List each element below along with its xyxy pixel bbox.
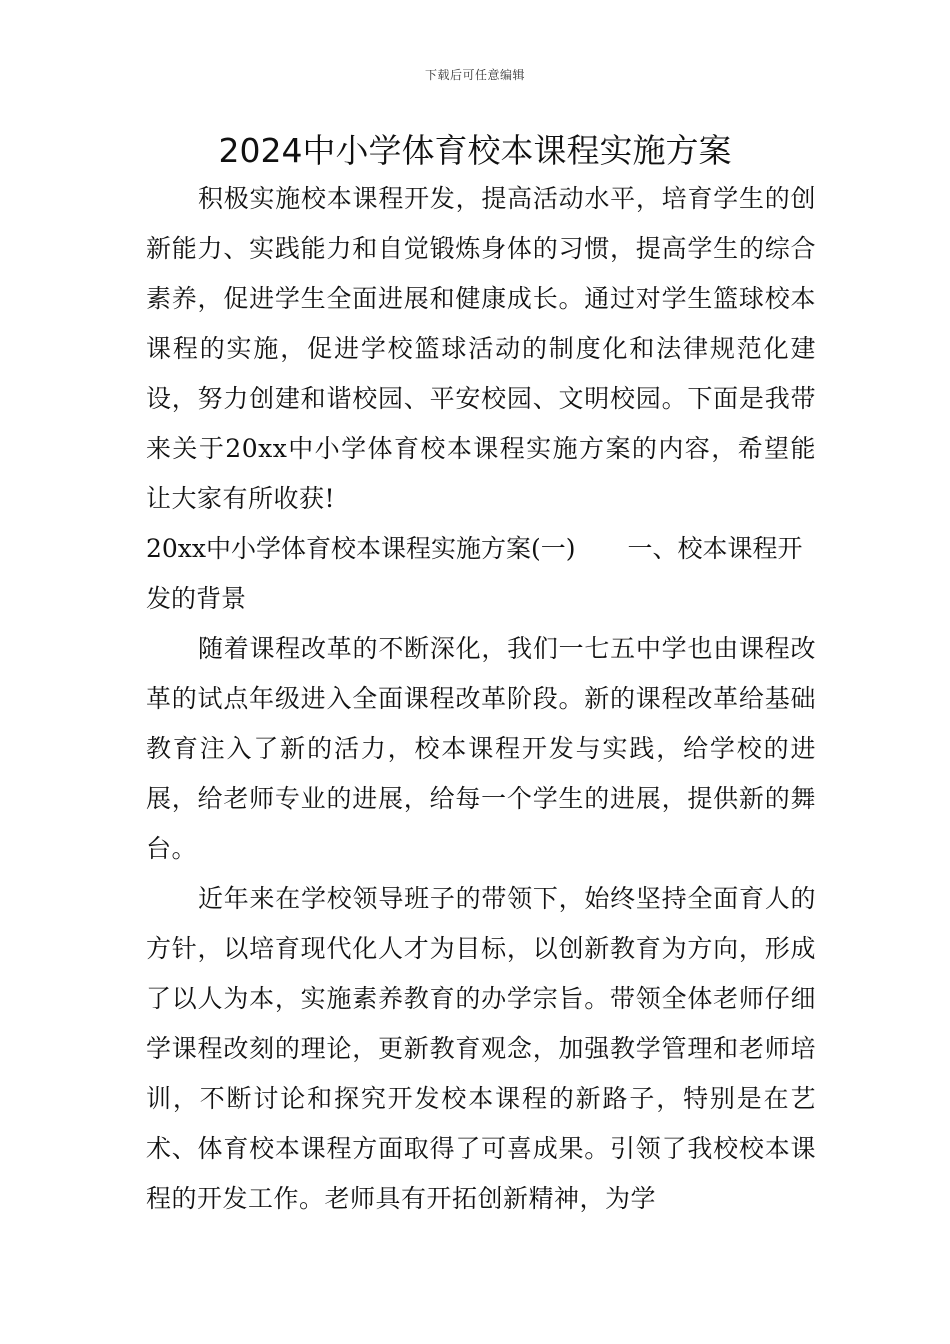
background-paragraph: 随着课程改革的不断深化，我们一七五中学也由课程改革的试点年级进入全面课程改革阶段。新的课程改革给基础教育注入了新的活力，校本课程开发与实践，给学校的进展，给老师专业的进展，给每一个学生的进展，提供新的舞台。	[146, 634, 816, 863]
subsection-title: 一、校本课程开发的背景	[146, 534, 803, 613]
document-body	[146, 174, 816, 1224]
school-paragraph: 近年来在学校领导班子的带领下，始终坚持全面育人的方针，以培育现代化人才为目标，以创新教育为方向，形成了以人为本，实施素养教育的办学宗旨。带领全体老师仔细学课程改刻的理论，更新教育观念，加强教学管理和老师培训，不断讨论和探究开发校本课程的新路子，特别是在艺术、体育校本课程方面取得了可喜成果。引领了我校校本课程的开发工作。老师具有开拓创新精神，为学	[146, 884, 816, 1213]
document-title: 2024中小学体育校本课程实施方案	[218, 131, 732, 170]
section-heading	[146, 524, 816, 624]
intro-paragraph: 积极实施校本课程开发，提高活动水平，培育学生的创新能力、实践能力和自觉锻炼身体的习惯，提高学生的综合素养，促进学生全面进展和健康成长。通过对学生篮球校本课程的实施，促进学校篮球活动的制度化和法律规范化建设，努力创建和谐校园、平安校园、文明校园。下面是我带来关于20xx中小学体育校本课程实施方案的内容，希望能让大家有所收获!	[146, 184, 816, 513]
header-note: 下载后可任意编辑	[424, 68, 525, 82]
section-title: 20xx中小学体育校本课程实施方案(一)	[146, 534, 576, 563]
